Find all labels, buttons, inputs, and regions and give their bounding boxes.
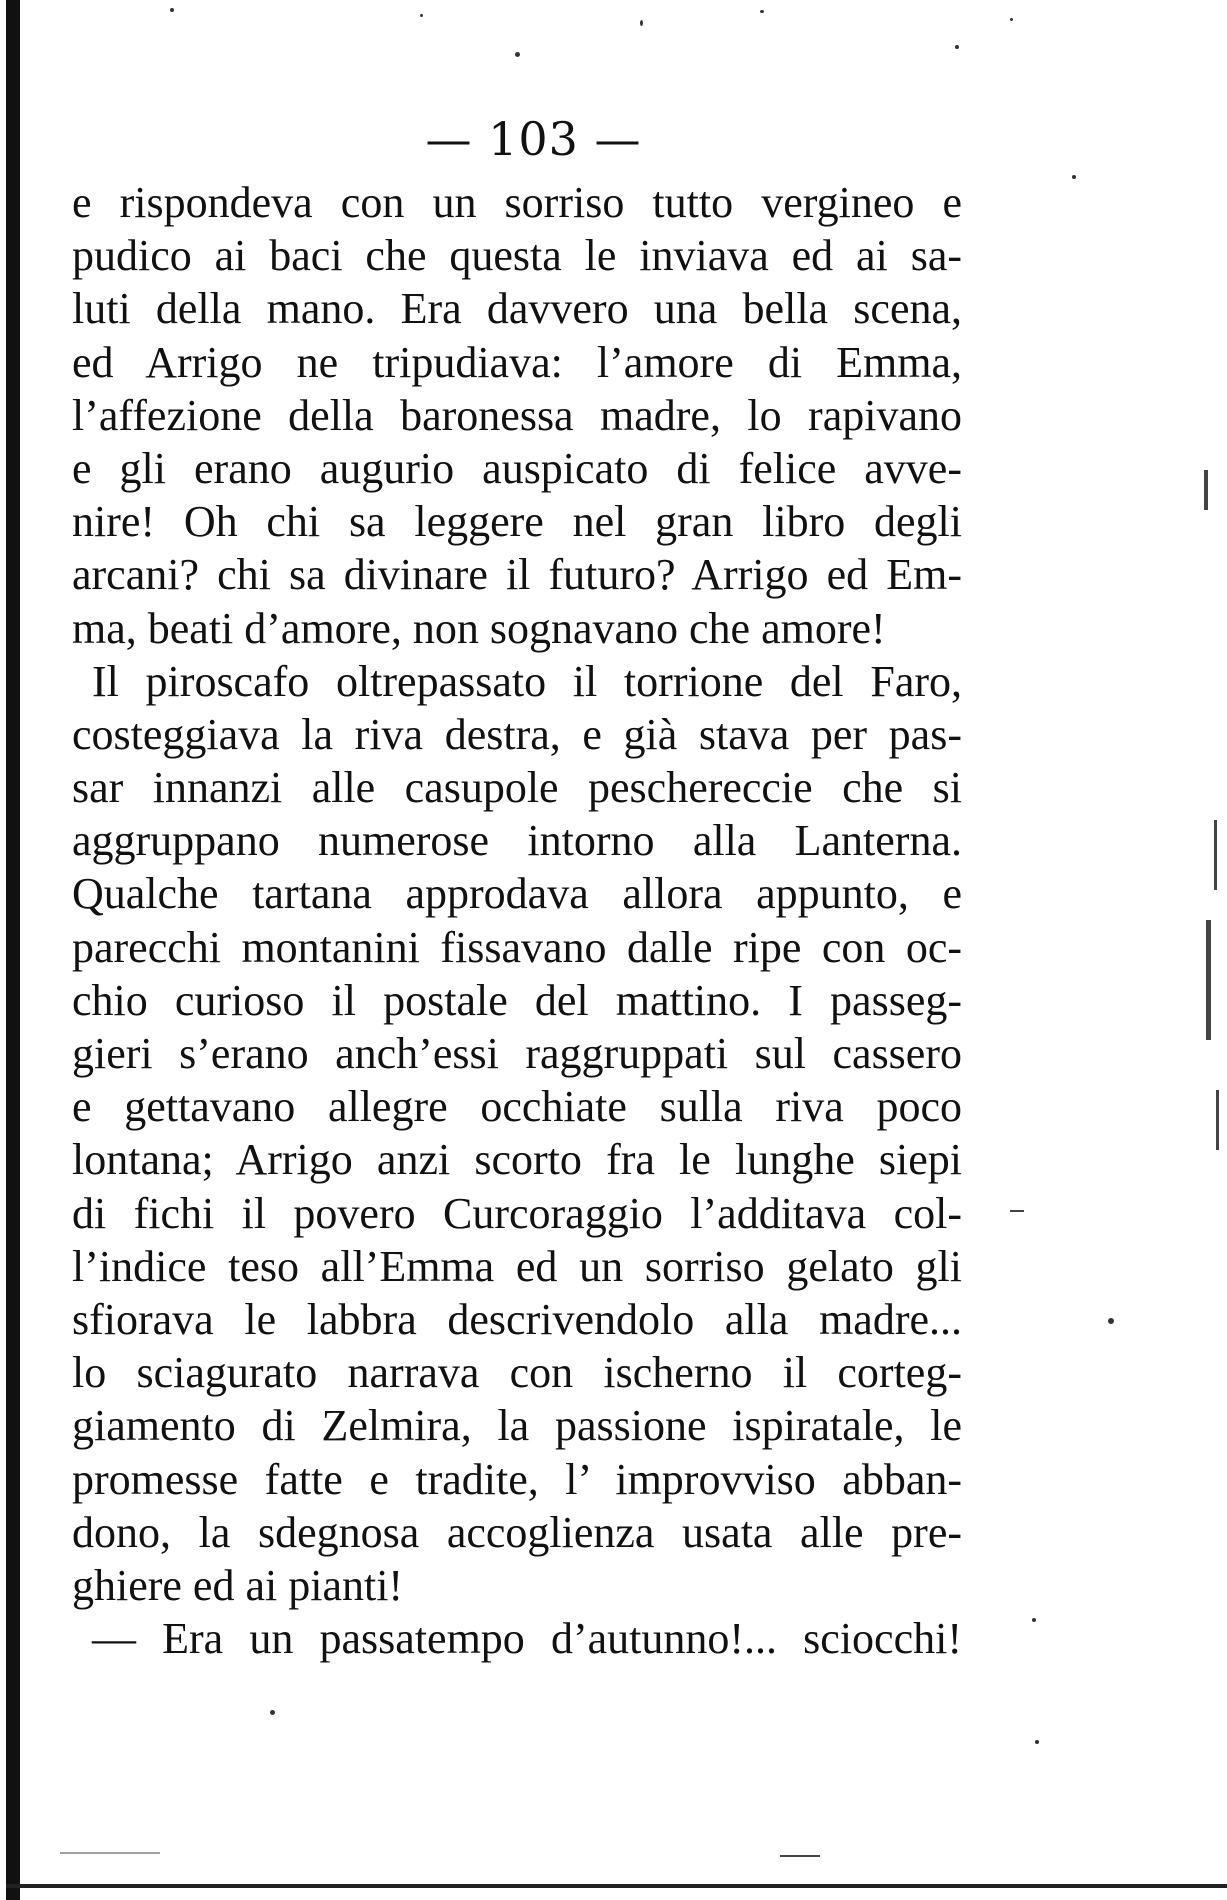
- scan-speckle: [1032, 1618, 1036, 1622]
- text-line: aggruppano numerose intorno alla Lanterna.: [72, 816, 962, 866]
- text-line: giamento di Zelmira, la passione ispiratale, le: [72, 1401, 962, 1451]
- scan-speckle: [1035, 1740, 1039, 1744]
- text-line: luti della mano. Era davvero una bella scena,: [72, 284, 962, 334]
- page-edge-mark: [1204, 470, 1208, 510]
- scan-speckle: [170, 8, 174, 12]
- text-line: e rispondeva con un sorriso tutto vergineo e: [72, 178, 962, 227]
- text-line: sar innanzi alle casupole peschereccie che si: [72, 763, 962, 813]
- text-line: Il piroscafo oltrepassato il torrione del Faro,: [92, 656, 962, 706]
- scan-speckle: [1108, 1318, 1114, 1324]
- scan-speckle: [420, 14, 423, 17]
- page-edge-mark: [780, 1855, 820, 1857]
- text-line: e gli erano augurio auspicato di felice avve-: [72, 443, 962, 493]
- text-line: nire! Oh chi sa leggere nel gran libro degli: [72, 497, 962, 547]
- page-edge-mark: [1206, 920, 1211, 1040]
- text-line: lo sciagurato narrava con ischerno il corteg-: [72, 1348, 962, 1398]
- text-line: pudico ai baci che questa le inviava ed ai sa-: [72, 231, 962, 281]
- text-line: gieri s’erano anch’essi raggruppati sul cassero: [72, 1029, 962, 1078]
- text-line: lontana; Arrigo anzi scorto fra le lunghe siepi: [72, 1135, 962, 1185]
- binding-edge: [6, 0, 20, 1900]
- page-bottom-edge: [6, 1884, 1227, 1888]
- text-line: ma, beati d’amore, non sognavano che amore!: [72, 603, 886, 653]
- body-text: [72, 176, 962, 1665]
- scan-speckle: [760, 10, 764, 13]
- text-line: ghiere ed ai pianti!: [72, 1560, 404, 1610]
- text-line: l’indice teso all’Emma ed un sorriso gelato gli: [72, 1241, 962, 1291]
- page-number: — 103 —: [425, 112, 642, 166]
- scan-speckle: [955, 45, 959, 49]
- text-line: di fichi il povero Curcoraggio l’additava col-: [72, 1188, 962, 1238]
- text-line: l’affezione della baronessa madre, lo rapivano: [72, 390, 962, 440]
- text-line: chio curioso il postale del mattino. I passeg-: [72, 975, 962, 1025]
- page-edge-mark: [1010, 1210, 1024, 1212]
- text-line: dono, la sdegnosa accoglienza usata alle pre-: [72, 1507, 962, 1557]
- text-line: Qualche tartana approdava allora appunto, e: [72, 869, 962, 919]
- text-line: arcani? chi sa divinare il futuro? Arrigo ed Em-: [72, 550, 962, 600]
- scan-speckle: [270, 1710, 275, 1715]
- page-edge-mark: [1214, 820, 1217, 890]
- page-edge-mark: [1216, 1090, 1219, 1150]
- scan-speckle: [1072, 175, 1076, 179]
- text-line: e gettavano allegre occhiate sulla riva poco: [72, 1082, 962, 1132]
- scan-speckle: [640, 20, 643, 26]
- text-line: parecchi montanini fissavano dalle ripe con oc-: [72, 922, 962, 972]
- text-line: sfiorava le labbra descrivendolo alla madre...: [72, 1294, 962, 1344]
- text-line: ed Arrigo ne tripudiava: l’amore di Emma,: [72, 337, 962, 387]
- text-line: promesse fatte e tradite, l’ improvviso abban-: [72, 1454, 962, 1504]
- text-line: costeggiava la riva destra, e già stava per pas-: [72, 709, 962, 759]
- page-edge-mark: [60, 1852, 160, 1854]
- scan-speckle: [515, 52, 520, 57]
- scan-speckle: [1010, 18, 1013, 21]
- text-line: — Era un passatempo d’autunno!... sciocchi!: [92, 1614, 962, 1664]
